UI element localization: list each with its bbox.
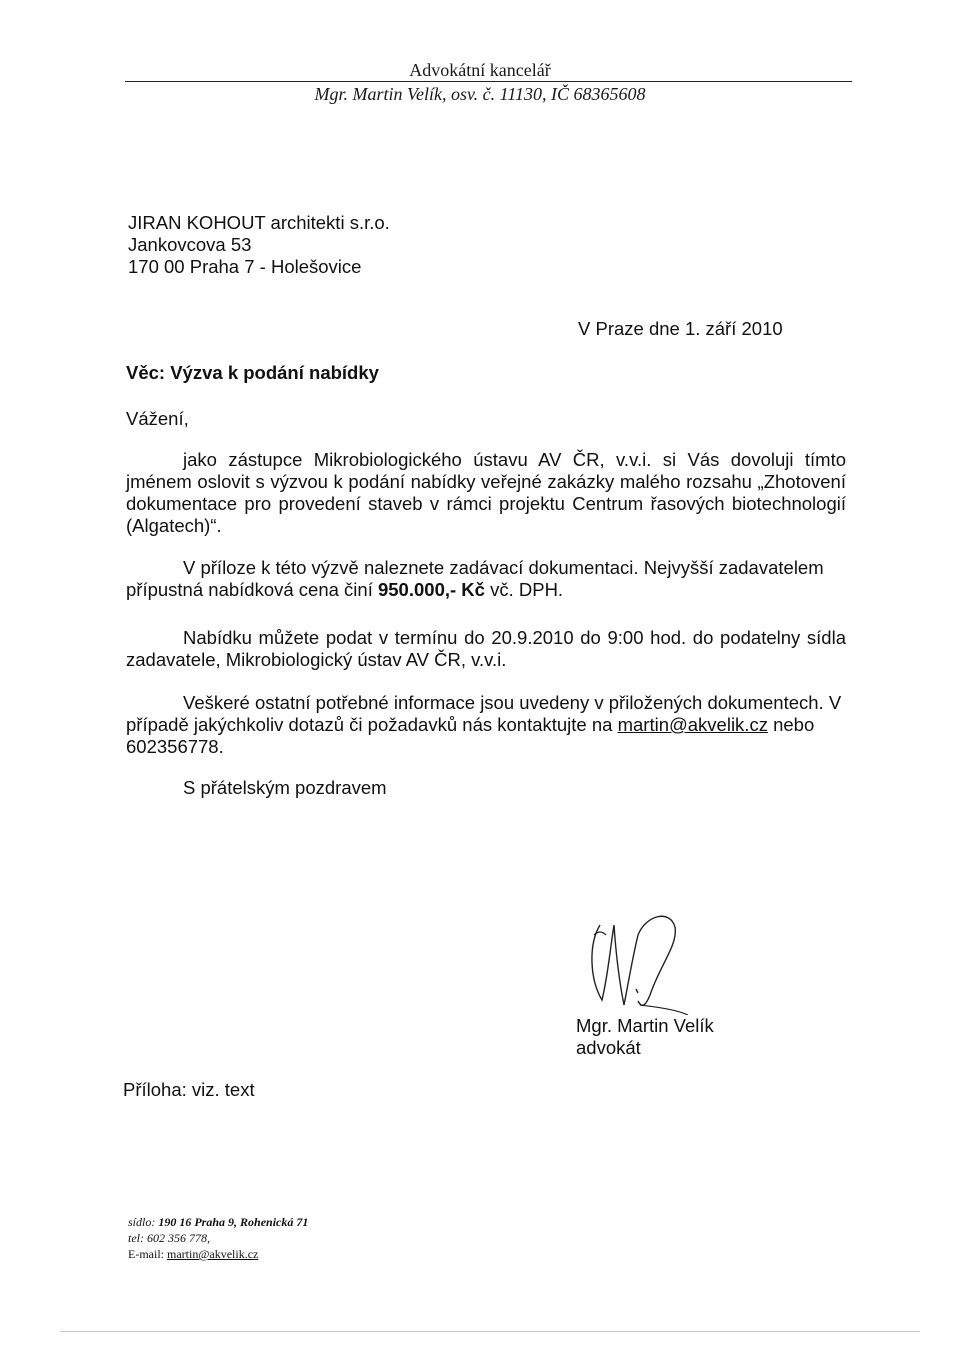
letterhead-firm: Advokátní kancelář: [409, 60, 551, 80]
letterhead-divider: [125, 81, 852, 82]
price-text-start: V příloze k této výzvě naleznete zadávací dokumentaci. Nejvyšší zadavatelem přípustná nabídková cena činí: [126, 557, 824, 600]
recipient-line-company: JIRAN KOHOUT architekti s.r.o.: [128, 212, 390, 233]
letter-footer: [128, 1214, 308, 1262]
paragraph-price: [126, 557, 846, 601]
recipient-line-street: Jankovcova 53: [128, 234, 252, 255]
footer-phone: tel: 602 356 778,: [128, 1231, 210, 1245]
paragraph-deadline: Nabídku můžete podat v termínu do 20.9.2010 do 9:00 hod. do podatelny sídla zadavatele, Mikrobiologický ústav AV ČR, v.v.i.: [126, 627, 846, 670]
closing-salutation: S přátelským pozdravem: [183, 777, 387, 798]
price-amount: 950.000,- Kč: [377, 579, 485, 600]
letter-greeting: Vážení,: [126, 408, 189, 429]
contact-text-start: Veškeré ostatní potřebné informace jsou uvedeny v přiložených dokumentech. V případě jakýchkoliv dotazů či požadavků nás kontaktujte na: [126, 692, 842, 735]
contact-email-link[interactable]: martin@akvelik.cz: [617, 714, 768, 735]
signatory-name: Mgr. Martin Velík: [576, 1015, 714, 1036]
attachment-note: Příloha: viz. text: [123, 1079, 255, 1100]
letterhead-attorney: Mgr. Martin Velík, osv. č. 11130, IČ 68365608: [314, 84, 646, 104]
price-text-end: vč. DPH.: [484, 579, 564, 600]
footer-email: [128, 1246, 308, 1262]
letter-subject: Věc: Výzva k podání nabídky: [126, 362, 379, 383]
paragraph-invitation: jako zástupce Mikrobiologického ústavu AV ČR, v.v.i. si Vás dovoluji tímto jménem oslovit s výzvou k podání nabídky veřejné zakázky malého rozsahu „Zhotovení dokumentace pro provedení staveb v rámci projektu Centrum řasových biotechnologií (Algatech)“.: [126, 449, 846, 536]
signatory-title: advokát: [576, 1037, 641, 1058]
contact-text-end: nebo 602356778.: [126, 714, 815, 757]
footer-seat-label: sídlo:: [128, 1215, 156, 1229]
paragraph-contact: [126, 692, 846, 758]
footer-seat: [128, 1214, 308, 1230]
recipient-address: [128, 212, 390, 278]
signatory-block: [576, 1015, 714, 1059]
recipient-line-city: 170 00 Praha 7 - Holešovice: [128, 256, 362, 277]
letter-date: V Praze dne 1. září 2010: [578, 318, 783, 339]
page-bottom-edge: [60, 1331, 920, 1332]
footer-email-label: E-mail:: [128, 1247, 167, 1261]
footer-seat-value: 190 16 Praha 9, Rohenická 71: [158, 1215, 309, 1229]
handwritten-signature: [580, 905, 690, 1015]
footer-email-link[interactable]: martin@akvelik.cz: [167, 1247, 259, 1261]
